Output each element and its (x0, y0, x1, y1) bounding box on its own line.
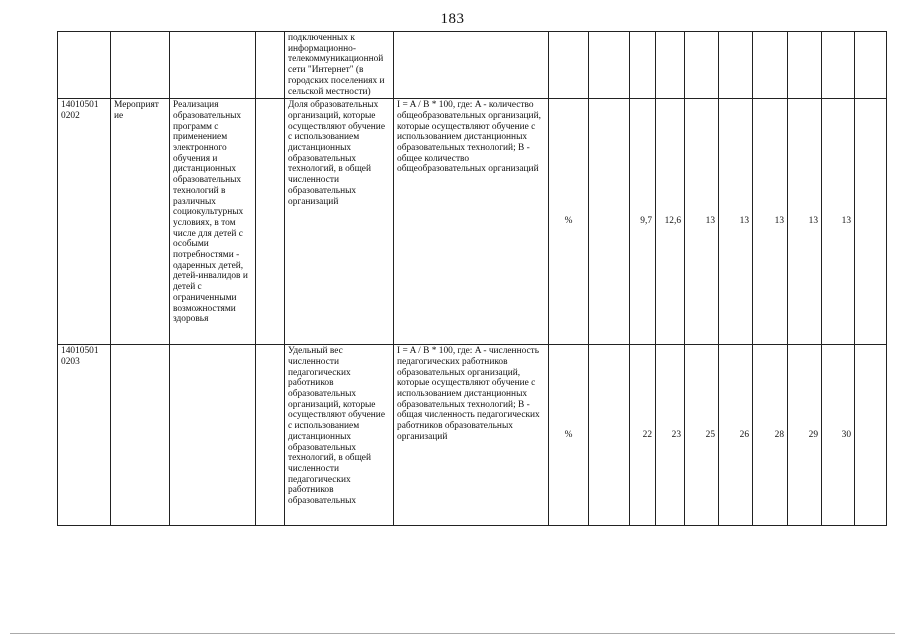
cell-empty (256, 32, 285, 99)
cell-empty (855, 32, 887, 99)
cell-value (719, 32, 753, 99)
cell-empty (256, 99, 285, 345)
cell-value: 13 (719, 99, 753, 345)
cell-value (685, 32, 719, 99)
cell-value (753, 32, 788, 99)
cell-value: 22 (630, 345, 656, 526)
cell-value: 13 (685, 99, 719, 345)
cell-indicator: Удельный вес численности педагогических работников образовательных организаций, которые осуществляют обучение с использованием дистанционных образовательных технологий, в общей численности педагогических работников образовательных (285, 345, 394, 526)
cell-value: 29 (788, 345, 822, 526)
cell-type (111, 32, 170, 99)
cell-code: 14010501 0203 (58, 345, 111, 526)
table-row (58, 345, 887, 526)
cell-value: 13 (788, 99, 822, 345)
cell-value: 12,6 (656, 99, 685, 345)
cell-indicator: подключенных к информационно-телекоммуникационной сети "Интернет" (в городских поселениях и сельской местности) (285, 32, 394, 99)
indicators-table (57, 31, 887, 526)
cell-name (170, 32, 256, 99)
cell-formula: I = A / B * 100, где: A - численность педагогических работников образовательных организаций, которые осуществляют обучение с использованием дистанционных образовательных технологий; B - общая численность педагогических работников образовательных организаций (394, 345, 549, 526)
cell-empty (855, 345, 887, 526)
cell-formula: I = A / B * 100, где: A - количество общеобразовательных организаций, которые осуществляют обучение с использованием дистанционных образовательных технологий; B - общее количество общеобразовательных организаций (394, 99, 549, 345)
cell-value: 13 (822, 99, 855, 345)
cell-value (589, 32, 630, 99)
cell-value (656, 32, 685, 99)
cell-value (589, 345, 630, 526)
cell-unit: % (549, 99, 589, 345)
cell-value (822, 32, 855, 99)
cell-value: 26 (719, 345, 753, 526)
cell-value: 25 (685, 345, 719, 526)
cell-value: 28 (753, 345, 788, 526)
cell-value: 30 (822, 345, 855, 526)
cell-type (111, 345, 170, 526)
cell-empty (256, 345, 285, 526)
cell-code: 14010501 0202 (58, 99, 111, 345)
table-row (58, 99, 887, 345)
cell-code (58, 32, 111, 99)
cell-unit: % (549, 345, 589, 526)
cell-value (589, 99, 630, 345)
cell-name (170, 345, 256, 526)
cell-value: 13 (753, 99, 788, 345)
page-number: 183 (440, 11, 465, 27)
cell-type: Мероприят ие (111, 99, 170, 345)
cell-value: 23 (656, 345, 685, 526)
cell-unit (549, 32, 589, 99)
cell-indicator: Доля образовательных организаций, которые осуществляют обучение с использованием дистанционных образовательных технологий, в общей численности образовательных организаций (285, 99, 394, 345)
cell-value (630, 32, 656, 99)
cell-name: Реализация образовательных программ с применением электронного обучения и дистанционных образовательных технологий в различных социокультурных условиях, в том числе для детей с особыми потребностями - одаренных детей, детей-инвалидов и детей с ограниченными возможностями здоровья (170, 99, 256, 345)
cell-value: 9,7 (630, 99, 656, 345)
cell-empty (855, 99, 887, 345)
cell-formula (394, 32, 549, 99)
table-row (58, 32, 887, 99)
page-edge-divider (10, 633, 895, 634)
cell-value (788, 32, 822, 99)
